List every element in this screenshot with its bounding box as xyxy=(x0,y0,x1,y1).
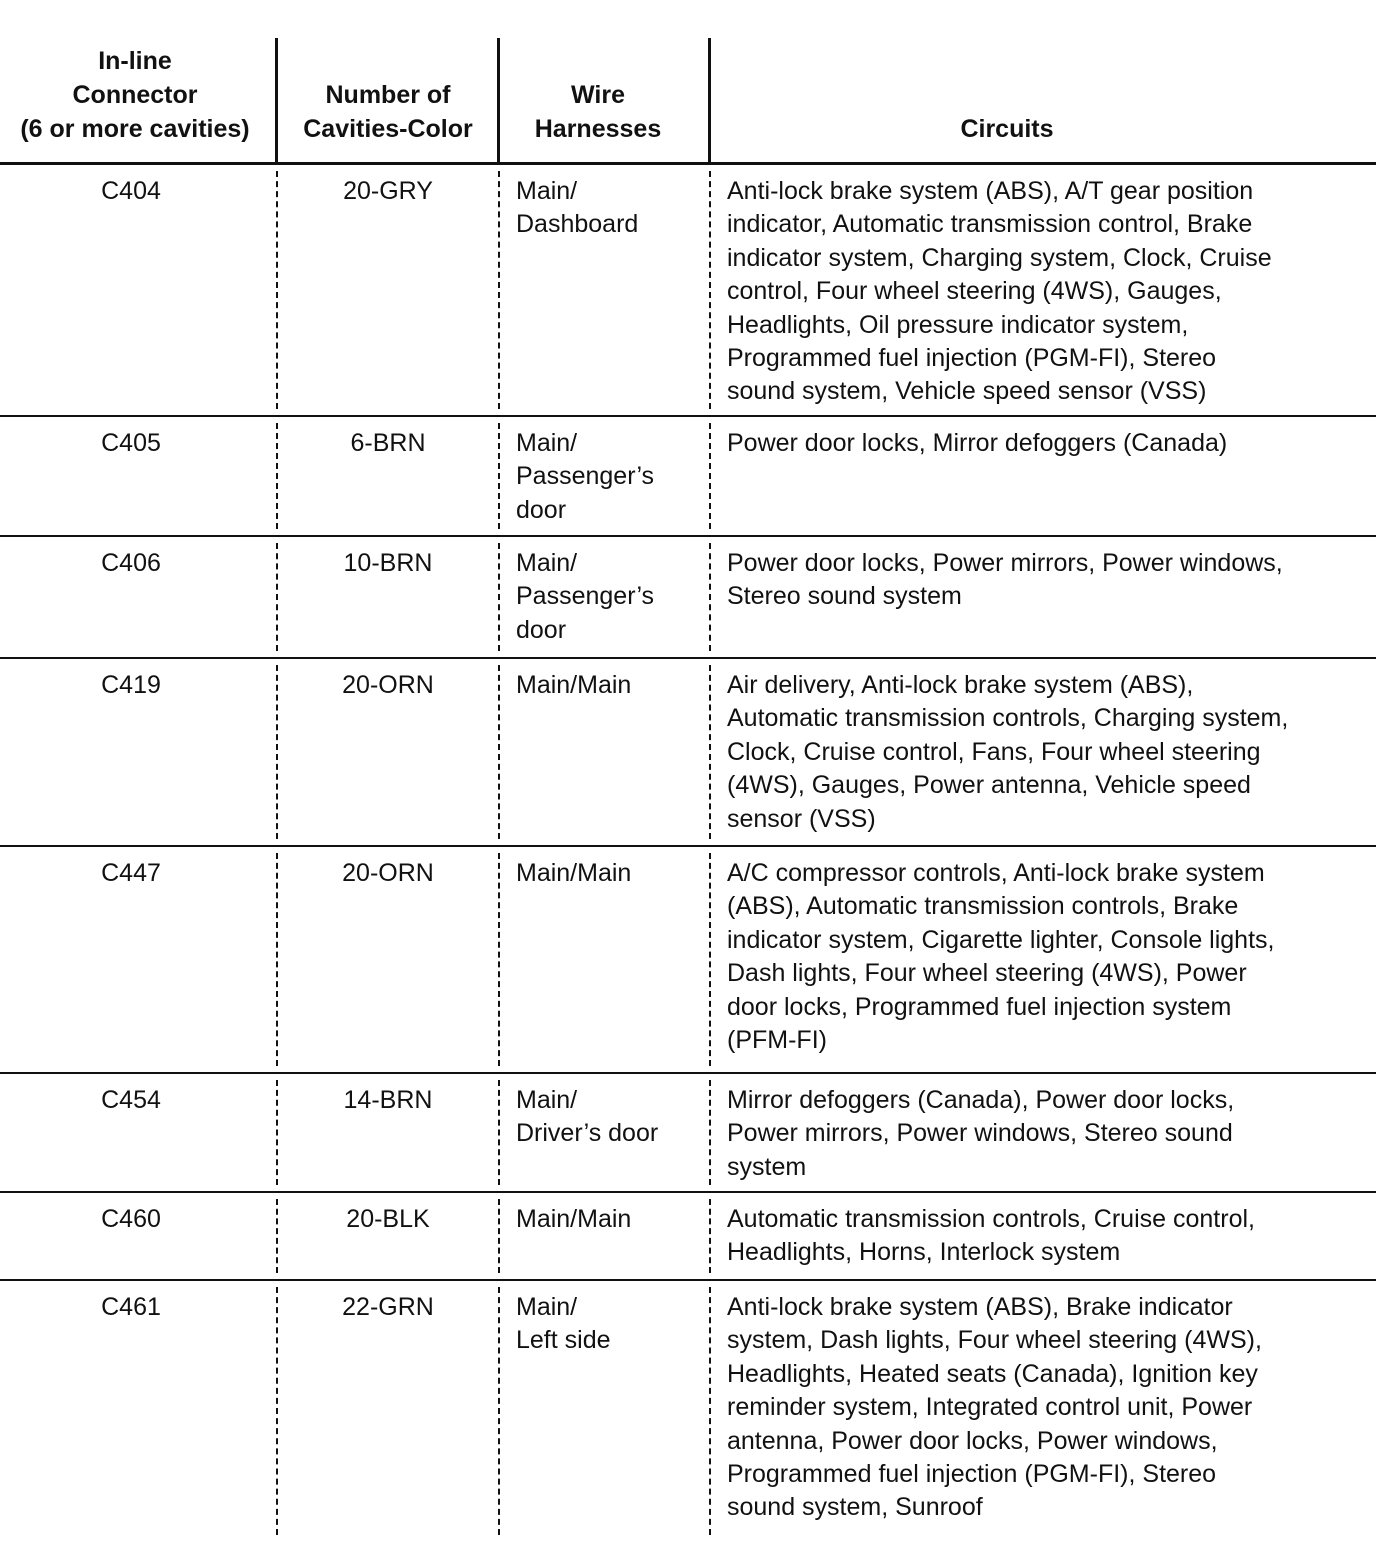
column-divider xyxy=(498,543,500,651)
column-divider xyxy=(498,1199,500,1273)
header-connector: In-line Connector (6 or more cavities) xyxy=(20,47,250,143)
column-divider xyxy=(276,171,278,409)
harness-cell: Main/ Left side xyxy=(516,1293,611,1355)
column-divider xyxy=(709,1287,711,1535)
column-divider xyxy=(498,853,500,1066)
header-divider xyxy=(275,38,278,162)
column-divider xyxy=(709,665,711,839)
column-divider xyxy=(498,665,500,839)
column-divider xyxy=(276,1199,278,1273)
column-divider xyxy=(709,543,711,651)
column-divider xyxy=(709,1199,711,1273)
circuits-cell: Air delivery, Anti-lock brake system (ABS), Automatic transmission controls, Charging system, Clock, Cruise control, Fans, Four wheel steering (4WS), Gauges, Power antenna, Vehicle speed sensor (VSS) xyxy=(727,671,1289,833)
circuits-cell: Power door locks, Power mirrors, Power windows, Stereo sound system xyxy=(727,549,1283,611)
harness-cell: Main/Main xyxy=(516,671,632,699)
cavities-cell: 20-GRY xyxy=(343,177,433,205)
circuits-cell: Automatic transmission controls, Cruise control, Headlights, Horns, Interlock system xyxy=(727,1205,1255,1267)
circuits-cell: Power door locks, Mirror defoggers (Canada) xyxy=(727,429,1228,457)
table-row xyxy=(0,165,1376,417)
cavities-cell: 20-BLK xyxy=(346,1205,430,1233)
connector-cell: C460 xyxy=(101,1205,161,1233)
column-divider xyxy=(276,543,278,651)
circuits-cell: Mirror defoggers (Canada), Power door locks, Power mirrors, Power windows, Stereo sound system xyxy=(727,1086,1235,1181)
header-harnesses: Wire Harnesses xyxy=(534,81,662,143)
table-row xyxy=(0,847,1376,1074)
harness-cell: Main/ Passenger’s door xyxy=(516,549,655,644)
cavities-cell: 10-BRN xyxy=(343,549,433,577)
circuits-cell: A/C compressor controls, Anti-lock brake system (ABS), Automatic transmission controls, Brake indicator system, Cigarette lighter, Console lights, Dash lights, Four wheel steering (4WS), Power door locks, Programmed fuel injection system (PFM-FI) xyxy=(727,859,1275,1055)
table-body xyxy=(0,165,1376,1541)
header-divider xyxy=(708,38,711,162)
connector-cell: C406 xyxy=(101,549,161,577)
harness-cell: Main/ Driver’s door xyxy=(516,1086,659,1148)
column-divider xyxy=(276,1287,278,1535)
circuits-cell: Anti-lock brake system (ABS), A/T gear position indicator, Automatic transmission control, Brake indicator system, Charging system, Clock, Cruise control, Four wheel steering (4WS), Gauges, Headlights, Oil pressure indicator system, Programmed fuel injection (PGM-FI), Stereo sound system, Vehicle speed sensor (VSS) xyxy=(727,177,1272,406)
column-divider xyxy=(498,171,500,409)
table-header xyxy=(0,38,1376,165)
column-divider xyxy=(498,1080,500,1185)
connector-cell: C461 xyxy=(101,1293,161,1321)
harness-cell: Main/Main xyxy=(516,1205,632,1233)
table-row xyxy=(0,537,1376,659)
cavities-cell: 20-ORN xyxy=(342,671,434,699)
header-cavities: Number of Cavities-Color xyxy=(303,81,473,143)
table-row xyxy=(0,1074,1376,1193)
connector-cell: C447 xyxy=(101,859,161,887)
table-row xyxy=(0,1281,1376,1541)
column-divider xyxy=(276,423,278,529)
column-divider xyxy=(498,423,500,529)
column-divider xyxy=(709,423,711,529)
cavities-cell: 22-GRN xyxy=(342,1293,434,1321)
harness-cell: Main/ Dashboard xyxy=(516,177,639,239)
column-divider xyxy=(709,853,711,1066)
connector-cell: C419 xyxy=(101,671,161,699)
table-row xyxy=(0,417,1376,537)
connector-cell: C404 xyxy=(101,177,161,205)
connector-cell: C454 xyxy=(101,1086,161,1114)
header-circuits: Circuits xyxy=(960,115,1054,143)
column-divider xyxy=(276,1080,278,1185)
cavities-cell: 20-ORN xyxy=(342,859,434,887)
column-divider xyxy=(276,665,278,839)
connector-table xyxy=(0,38,1376,1541)
table-row xyxy=(0,1193,1376,1281)
table-row xyxy=(0,659,1376,847)
harness-cell: Main/Main xyxy=(516,859,632,887)
harness-cell: Main/ Passenger’s door xyxy=(516,429,655,524)
column-divider xyxy=(276,853,278,1066)
circuits-cell: Anti-lock brake system (ABS), Brake indicator system, Dash lights, Four wheel steering (4WS), Headlights, Heated seats (Canada), Ignition key reminder system, Integrated control unit, Power antenna, Power door locks, Power windows, Programmed fuel injection (PGM-FI), Stereo sound system, Sunroof xyxy=(727,1293,1262,1522)
column-divider xyxy=(498,1287,500,1535)
cavities-cell: 14-BRN xyxy=(343,1086,433,1114)
column-divider xyxy=(709,171,711,409)
connector-cell: C405 xyxy=(101,429,161,457)
cavities-cell: 6-BRN xyxy=(350,429,426,457)
column-divider xyxy=(709,1080,711,1185)
